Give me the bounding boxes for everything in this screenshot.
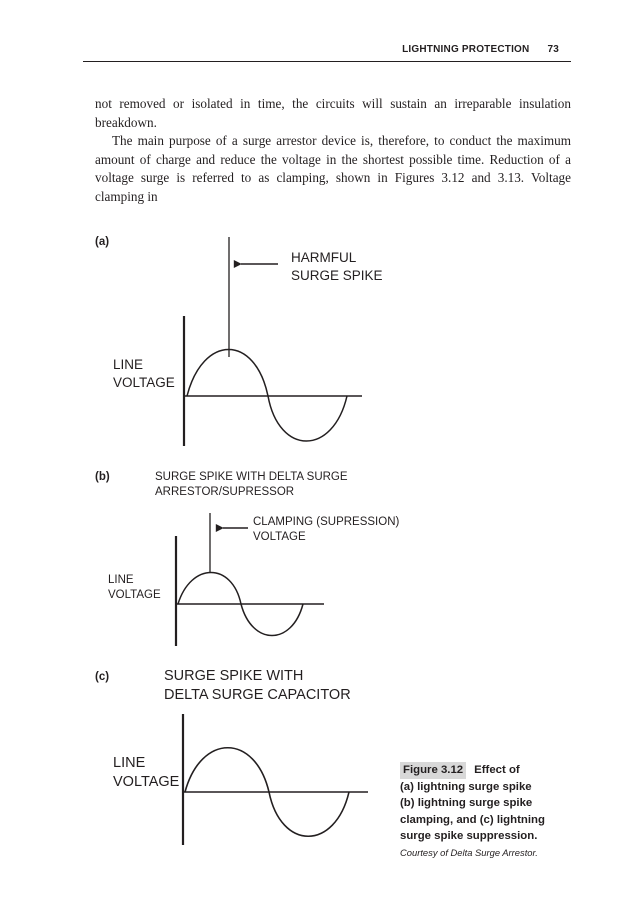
- running-title: LIGHTNING PROTECTION: [402, 44, 530, 55]
- panel-c-axis-label-line1: LINE: [113, 755, 146, 771]
- panel-b-axis-label-line2: VOLTAGE: [108, 589, 161, 601]
- panel-a: [95, 236, 383, 446]
- panel-a-axis-label-line1: LINE: [113, 357, 144, 372]
- panel-a-axis-label-line2: VOLTAGE: [113, 375, 175, 390]
- panel-c-letter: (c): [95, 671, 110, 683]
- caption-credit: Courtesy of Delta Surge Arrestor.: [400, 846, 538, 858]
- panel-a-letter: (a): [95, 236, 110, 248]
- caption-line-4: clamping, and (c) lightning: [400, 813, 545, 826]
- panel-b-axis-label-line1: LINE: [108, 574, 134, 586]
- caption-text-1: Effect of: [474, 764, 520, 776]
- panel-a-callout-line1: HARMFUL: [291, 250, 357, 265]
- caption-line-5: surge spike suppression.: [400, 830, 538, 842]
- panel-b-callout-line2: VOLTAGE: [253, 531, 306, 543]
- panel-b-callout-line1: CLAMPING (SUPRESSION): [253, 516, 400, 528]
- paragraph-surge-arrestor: The main purpose of a surge arrestor device is, therefore, to conduct the maximum amount of charge and reduce the voltage in the shortest possible time. Reduction of a voltage surge is referred to as clamping, shown in Figures 3.12 and 3.13. Voltage clamping in: [95, 133, 571, 204]
- panel-c: [95, 668, 368, 845]
- panel-b: [95, 471, 399, 646]
- panel-c-axis-label-line2: VOLTAGE: [113, 774, 180, 790]
- caption-line-2: (a) lightning surge spike: [400, 780, 532, 793]
- figure-caption: [400, 762, 572, 860]
- panel-a-callout-line2: SURGE SPIKE: [291, 268, 383, 283]
- panel-c-title-line1: SURGE SPIKE WITH: [164, 668, 304, 684]
- caption-line-3: (b) lightning surge spike: [400, 797, 533, 809]
- panel-c-title-line2: DELTA SURGE CAPACITOR: [164, 687, 351, 703]
- paragraph-continued: not removed or isolated in time, the circuits will sustain an irreparable insulation breakdown.: [95, 96, 571, 130]
- panel-b-title-line1: SURGE SPIKE WITH DELTA SURGE: [155, 471, 348, 483]
- figure-number: Figure 3.12: [400, 762, 466, 779]
- caption-line-1: [400, 762, 572, 779]
- page-number: 73: [547, 44, 559, 55]
- panel-b-title-line2: ARRESTOR/SUPRESSOR: [155, 486, 295, 498]
- panel-b-letter: (b): [95, 471, 110, 483]
